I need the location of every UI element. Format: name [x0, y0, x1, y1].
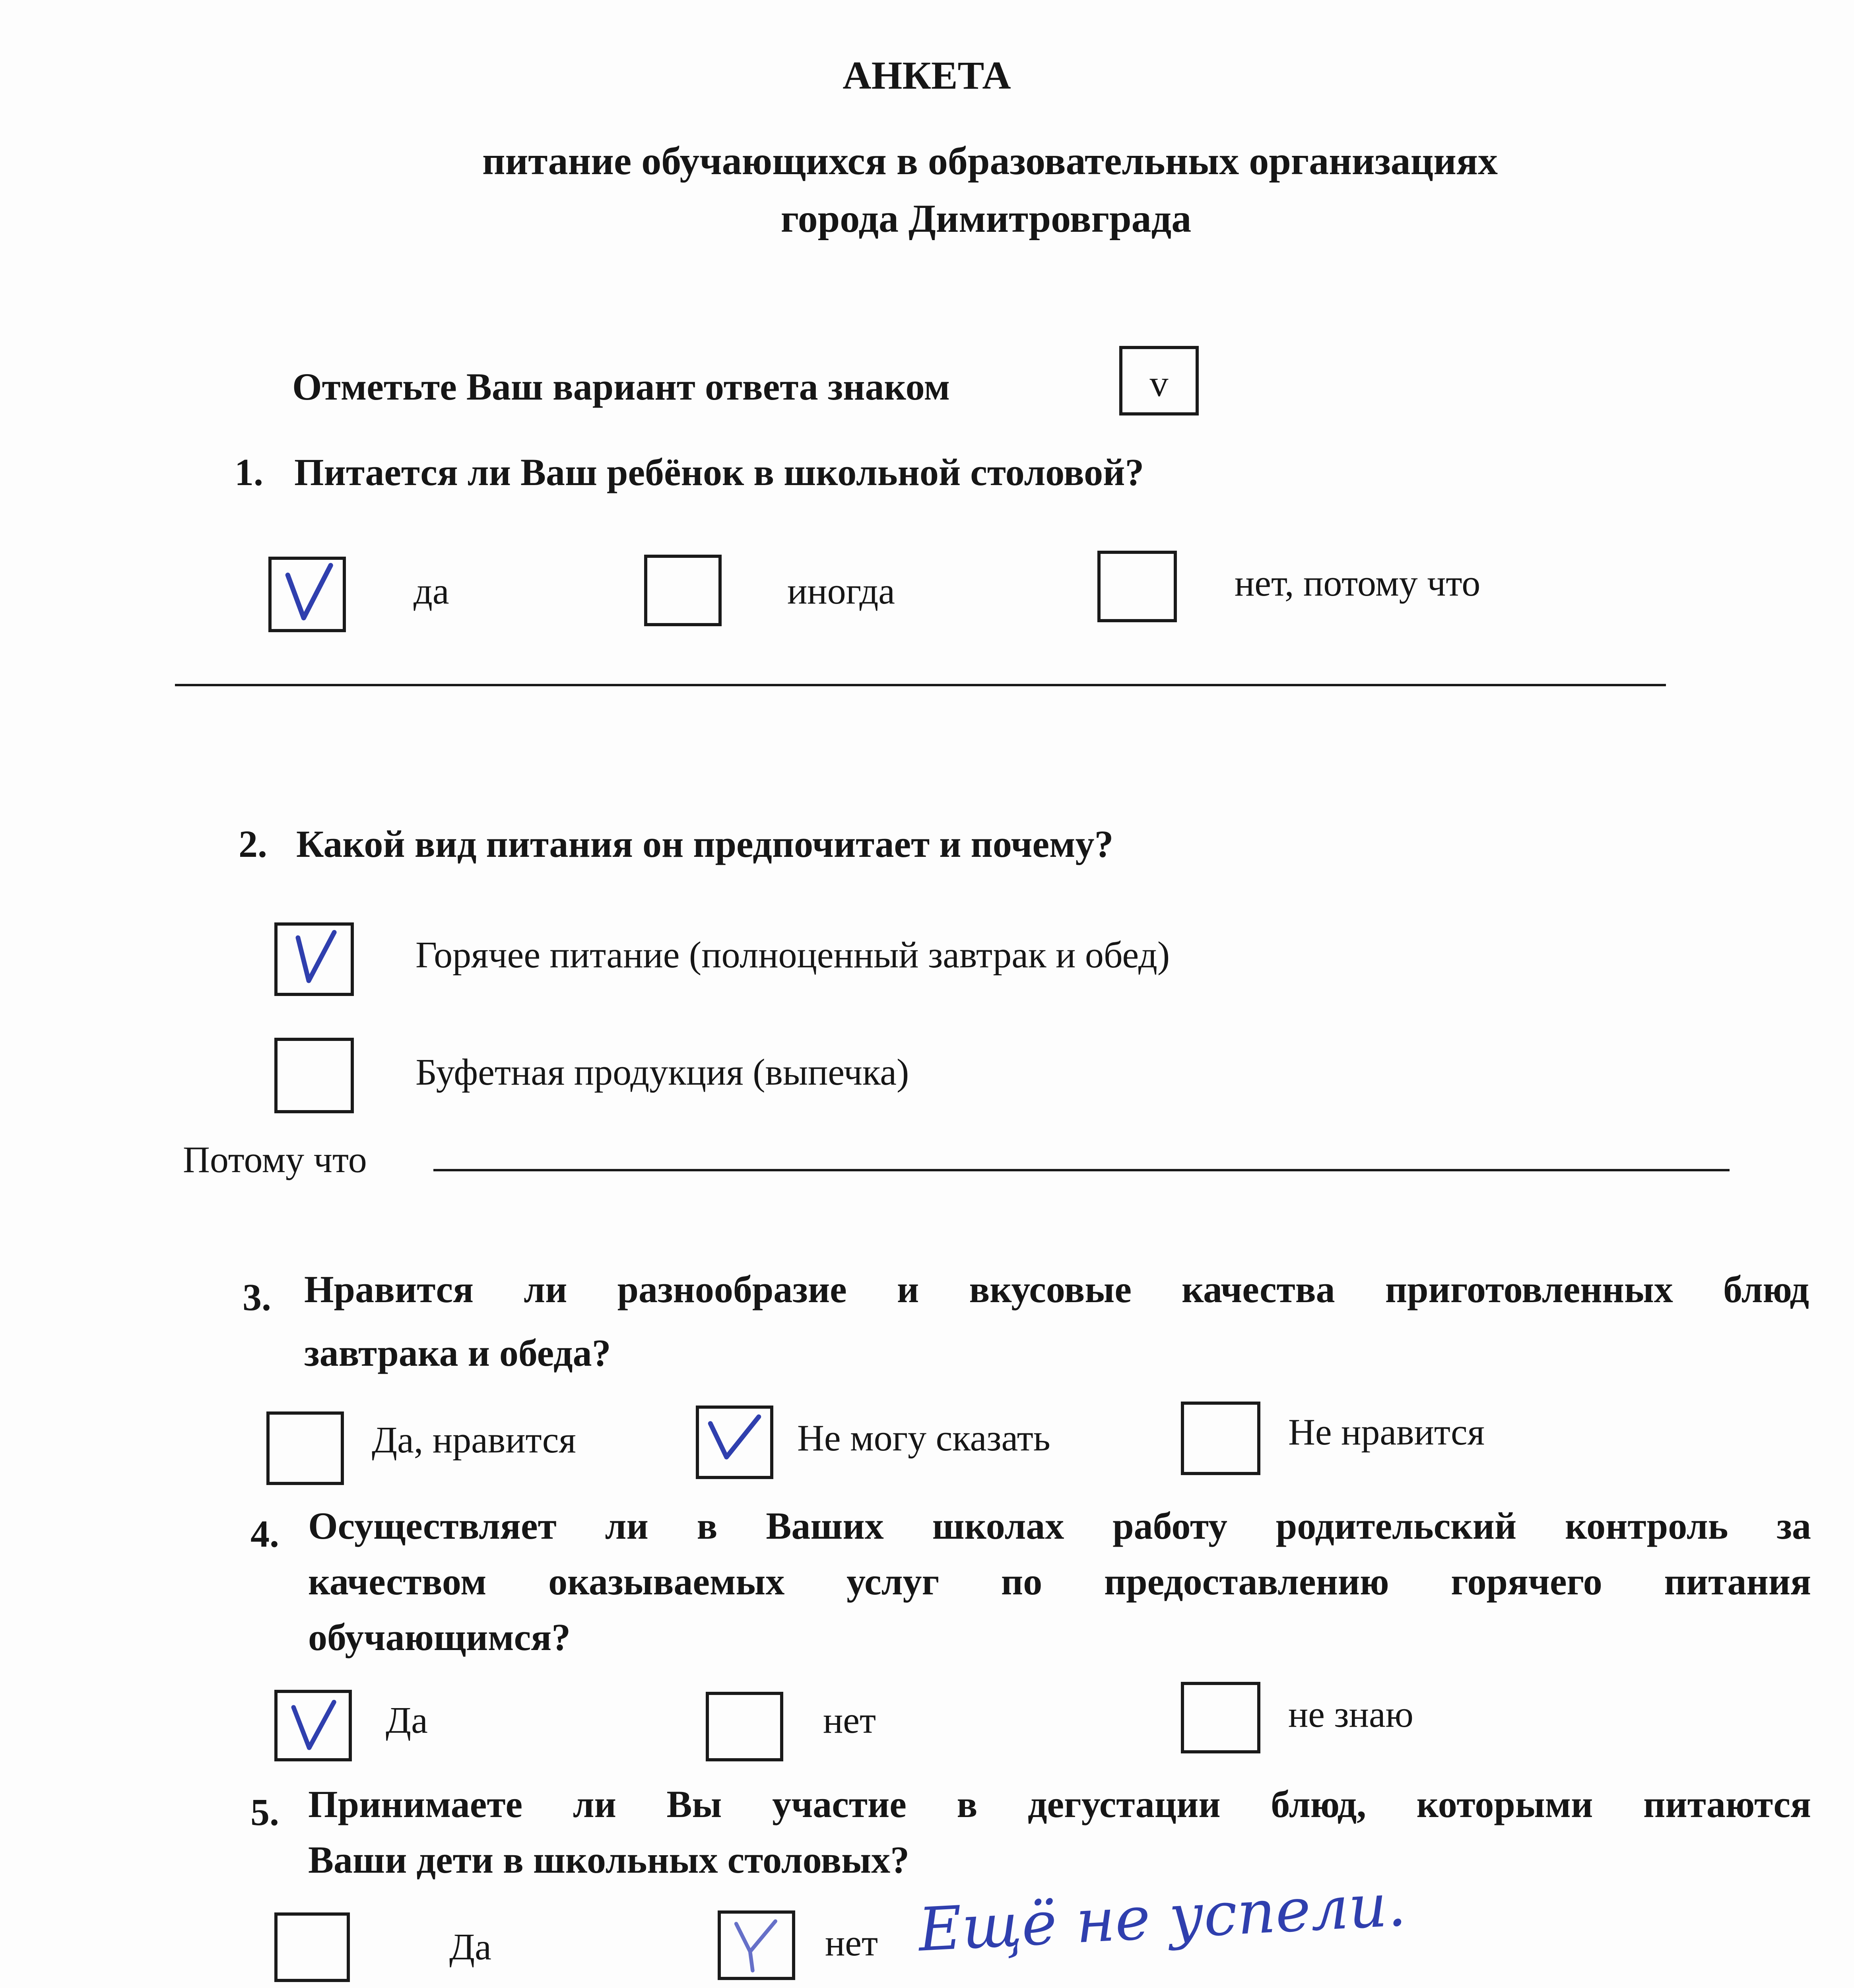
q3-text-line2: завтрака и обеда? — [304, 1332, 611, 1374]
q2-because-answer-line[interactable] — [433, 1169, 1730, 1171]
q3-option-dislike-label: Не нравится — [1288, 1411, 1485, 1453]
q2-because-label: Потому что — [183, 1139, 367, 1180]
q4-text-line1: Осуществляет ли в Ваших школах работу родительский контроль за — [308, 1505, 1811, 1547]
q5-handwritten-note: Ещё не успели. — [916, 1870, 1408, 1965]
q3-text-line1: Нравится ли разнообразие и вкусовые качества приготовленных блюд — [304, 1268, 1809, 1310]
check-mark-icon — [278, 926, 351, 993]
q1-option-sometimes-checkbox[interactable] — [644, 555, 722, 626]
q5-option-yes-label: Да — [449, 1926, 491, 1968]
q4-option-yes-checkbox[interactable] — [274, 1690, 352, 1761]
q4-option-dontknow-label: не знаю — [1288, 1694, 1413, 1735]
q5-text-line2: Ваши дети в школьных столовых? — [308, 1839, 910, 1881]
q3-option-cantsay-checkbox[interactable] — [696, 1406, 773, 1479]
q5-option-no-checkbox[interactable] — [718, 1910, 795, 1980]
q2-option-buffet-label: Буфетная продукция (выпечка) — [415, 1052, 909, 1093]
q5-text-line1: Принимаете ли Вы участие в дегустации блюд, которыми питаются — [308, 1783, 1811, 1825]
q5-option-yes-checkbox[interactable] — [274, 1912, 350, 1982]
q1-option-yes-label: да — [414, 571, 449, 612]
q2-option-buffet-checkbox[interactable] — [274, 1038, 354, 1113]
q4-option-no-label: нет — [823, 1700, 876, 1741]
q2-option-hot-checkbox[interactable] — [274, 922, 354, 996]
q1-option-no-label: нет, потому что — [1235, 563, 1481, 604]
q2-option-hot-label: Горячее питание (полноценный завтрак и обед) — [415, 934, 1170, 976]
q2-number: 2. — [239, 823, 267, 865]
q3-option-like-label: Да, нравится — [372, 1419, 576, 1461]
q1-option-no-checkbox[interactable] — [1097, 551, 1177, 622]
q4-option-dontknow-checkbox[interactable] — [1181, 1682, 1260, 1753]
page-title: АНКЕТА — [843, 53, 1011, 97]
check-mark-icon — [278, 1693, 349, 1758]
page-subtitle-line2: города Димитровграда — [780, 196, 1192, 241]
q5-number: 5. — [250, 1791, 279, 1833]
q3-number: 3. — [243, 1276, 271, 1318]
q2-text: Какой вид питания он предпочитает и почему? — [296, 823, 1114, 865]
check-mark-icon — [272, 560, 343, 629]
q5-option-no-label: нет — [825, 1922, 878, 1964]
sample-mark-box — [1119, 346, 1199, 415]
check-mark-icon — [699, 1409, 770, 1476]
q4-text-line2: качеством оказываемых услуг по предоставлению горячего питания — [308, 1560, 1811, 1603]
q4-number: 4. — [250, 1512, 279, 1555]
sample-mark: v — [1149, 363, 1169, 404]
q1-answer-line[interactable] — [175, 684, 1666, 686]
q4-option-no-checkbox[interactable] — [706, 1692, 783, 1761]
q3-option-cantsay-label: Не могу сказать — [797, 1417, 1050, 1459]
instruction-text: Отметьте Ваш вариант ответа знаком — [292, 365, 950, 408]
q1-option-sometimes-label: иногда — [787, 571, 895, 612]
q1-option-yes-checkbox[interactable] — [268, 557, 346, 632]
q3-option-dislike-checkbox[interactable] — [1181, 1402, 1260, 1475]
page-subtitle-line1: питание обучающихся в образовательных организациях — [482, 139, 1498, 183]
check-mark-icon — [721, 1914, 792, 1977]
q3-option-like-checkbox[interactable] — [266, 1411, 344, 1485]
q1-text: Питается ли Ваш ребёнок в школьной столовой? — [294, 451, 1144, 493]
q4-text-line3: обучающимся? — [308, 1616, 571, 1658]
q1-number: 1. — [235, 451, 263, 493]
q4-option-yes-label: Да — [386, 1700, 428, 1741]
